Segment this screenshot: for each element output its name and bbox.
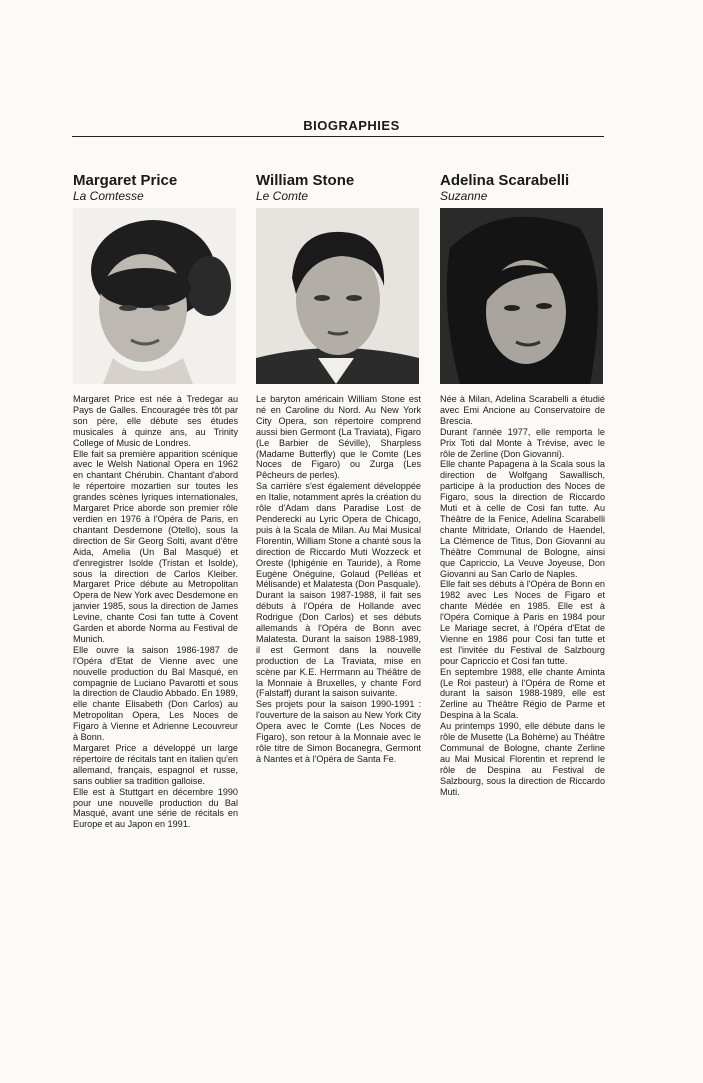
artist-column-william-stone xyxy=(256,172,421,765)
section-title: BIOGRAPHIES xyxy=(303,118,400,133)
artist-role: Le Comte xyxy=(256,189,309,203)
bio-paragraph: Elle est à Stuttgart en décembre 1990 pour une nouvelle production du Bal Masqué, avant une série de récitals en Europe et au Japon en 1991. xyxy=(73,786,238,830)
bio-paragraph: Sa carrière s'est également développée en Italie, notamment après la création du rôle d'Adam dans Paradise Lost de Penderecki au Lyric Opera de Chicago, puis à la Scala de Milan. Au Mai Musical Florentin, William Stone a chanté sous la direction de Riccardo Muti Wozzeck et Oreste (Iphigénie en Tauride), à Rome Eugène Onéguine, Golaud (Pelléas et Mélisande) et Malatesta (Don Pasquale). xyxy=(256,481,421,590)
artist-column-margaret-price xyxy=(73,172,238,830)
bio-paragraph: Durant l'année 1977, elle remporta le Prix Toti dal Monte à Trévise, avec le rôle de Zerline (Don Giovanni). xyxy=(440,426,605,459)
bio-paragraph: Durant la saison 1987-1988, il fait ses débuts à l'Opéra de Hollande avec Rodrigue (Don Carlos) et ses débuts allemands à l'Opéra de Bonn avec Malatesta. Durant la saison 1988-1989, il est Germont dans la nouvelle production de La Traviata, mise en scène par K.E. Herrmann au Théâtre de la Monnaie à Bruxelles, y chante Ford (Falstaff) durant la saison suivante. xyxy=(256,590,421,699)
bio-paragraph: Elle fait ses débuts à l'Opéra de Bonn en 1982 avec Les Noces de Figaro et chante Médée en 1985. Elle est à l'Opéra Comique à Paris en 1984 pour Le Mariage secret, à l'Opéra d'Etat de Vienne en 1986 pour Cosi fan tutte et est l'invitée du Festival de Salzbourg pour Capriccio et Cosi fan tutte. xyxy=(440,579,605,666)
bio-paragraph: Margaret Price est née à Tredegar au Pays de Galles. Encouragée très tôt par son père, elle débute ses études musicales à quinze ans, au Trinity College of Music de Londres. xyxy=(73,394,238,448)
artist-role: La Comtesse xyxy=(73,189,144,203)
artist-portrait xyxy=(73,208,236,384)
bio-paragraph: Margaret Price a développé un large répertoire de récitals tant en italien qu'en allemand, français, espagnol et russe, sans oublier sa tradition galloise. xyxy=(73,743,238,786)
artist-name: Margaret Price xyxy=(73,172,178,189)
artist-portrait xyxy=(440,208,603,384)
artist-biography xyxy=(73,394,238,830)
artist-role: Suzanne xyxy=(440,189,488,203)
bio-paragraph: Le baryton américain William Stone est né en Caroline du Nord. Au New York City Opera, son répertoire comprend aussi bien Germont (La Traviata), Figaro (Le Barbier de Séville), Sharpless (Madame Butterfly) que le Comte (Les Noces de Figaro) ou Zurga (Les Pêcheurs de perles). xyxy=(256,394,421,481)
header-rule xyxy=(72,136,604,137)
bio-paragraph: Elle ouvre la saison 1986-1987 de l'Opéra d'Etat de Vienne avec une nouvelle production du Bal Masqué, en compagnie de Luciano Pavarotti et sous la direction de Claudio Abbado. En 1989, elle chante Elisabeth (Don Carlos) au Metropolitan Opera, Les Noces de Figaro à Vienne et Adrienne Lecouvreur à Bonn. xyxy=(73,644,238,743)
bio-paragraph: Elle chante Papagena à la Scala sous la direction de Wolfgang Sawallisch, participe à la production des Noces de Figaro, sous la direction de Riccardo Muti et à celle de Cosi fan tutte. Au Théâtre de la Fenice, Adelina Scarabelli chante Mitridate, Orlando de Haendel, La Clémence de Titus, Don Giovanni au Théâtre Communal de Bologne, ainsi que Capriccio, La Veuve Joyeuse, Don Giovanni au San Carlo de Naples. xyxy=(440,459,605,579)
bio-paragraph: Elle fait sa première apparition scénique avec le Welsh National Opera en 1962 en chantant Chérubin. Chantant d'abord le répertoire mozartien sur toutes les grandes scènes lyriques internationales, Margaret Price aborde son premier rôle verdien en 1976 à l'Opéra de Paris, en chantant Desdemone (Otello), sous la direction de Sir Georg Solti, avant d'être Aida, Amelia (Un Bal Masqué) et d'enregistrer Isolde (Tristan et Isolde), sous la direction de Carlos Kleiber. Margaret Price débute au Metropolitan Opera de New York avec Desdemone en janvier 1985, sous la direction de James Levine, chante Cosi fan tutte à Covent Garden et aborde Norma au Festival de Munich. xyxy=(73,448,238,644)
bio-paragraph: Née à Milan, Adelina Scarabelli a étudié avec Emi Ancione au Conservatoire de Brescia. xyxy=(440,394,605,426)
artist-name: William Stone xyxy=(256,172,355,189)
bio-paragraph: En septembre 1988, elle chante Aminta (Le Roi pasteur) à l'Opéra de Rome et durant la saison 1988-1989, elle est Zerline au Théâtre Régio de Parme et Despina à la Scala. xyxy=(440,666,605,721)
artist-column-adelina-scarabelli xyxy=(440,172,605,798)
artist-biography xyxy=(256,394,421,765)
artist-portrait xyxy=(256,208,419,384)
artist-biography xyxy=(440,394,605,798)
bio-paragraph: Ses projets pour la saison 1990-1991 : l'ouverture de la saison au New York City Opera avec le Comte (Les Noces de Figaro), son retour à la Monnaie avec le rôle titre de Simon Bocanegra, Germont à Nantes et à l'Opéra de Santa Fe. xyxy=(256,699,422,764)
artist-name: Adelina Scarabelli xyxy=(440,172,570,189)
bio-paragraph: Au printemps 1990, elle débute dans le rôle de Musette (La Bohème) au Théâtre Communal de Bologne, chante Zerline au Mai Musical Florentin et reprend le rôle de Despina au Festival de Salzbourg, sous la direction de Riccardo Muti. xyxy=(440,721,605,797)
